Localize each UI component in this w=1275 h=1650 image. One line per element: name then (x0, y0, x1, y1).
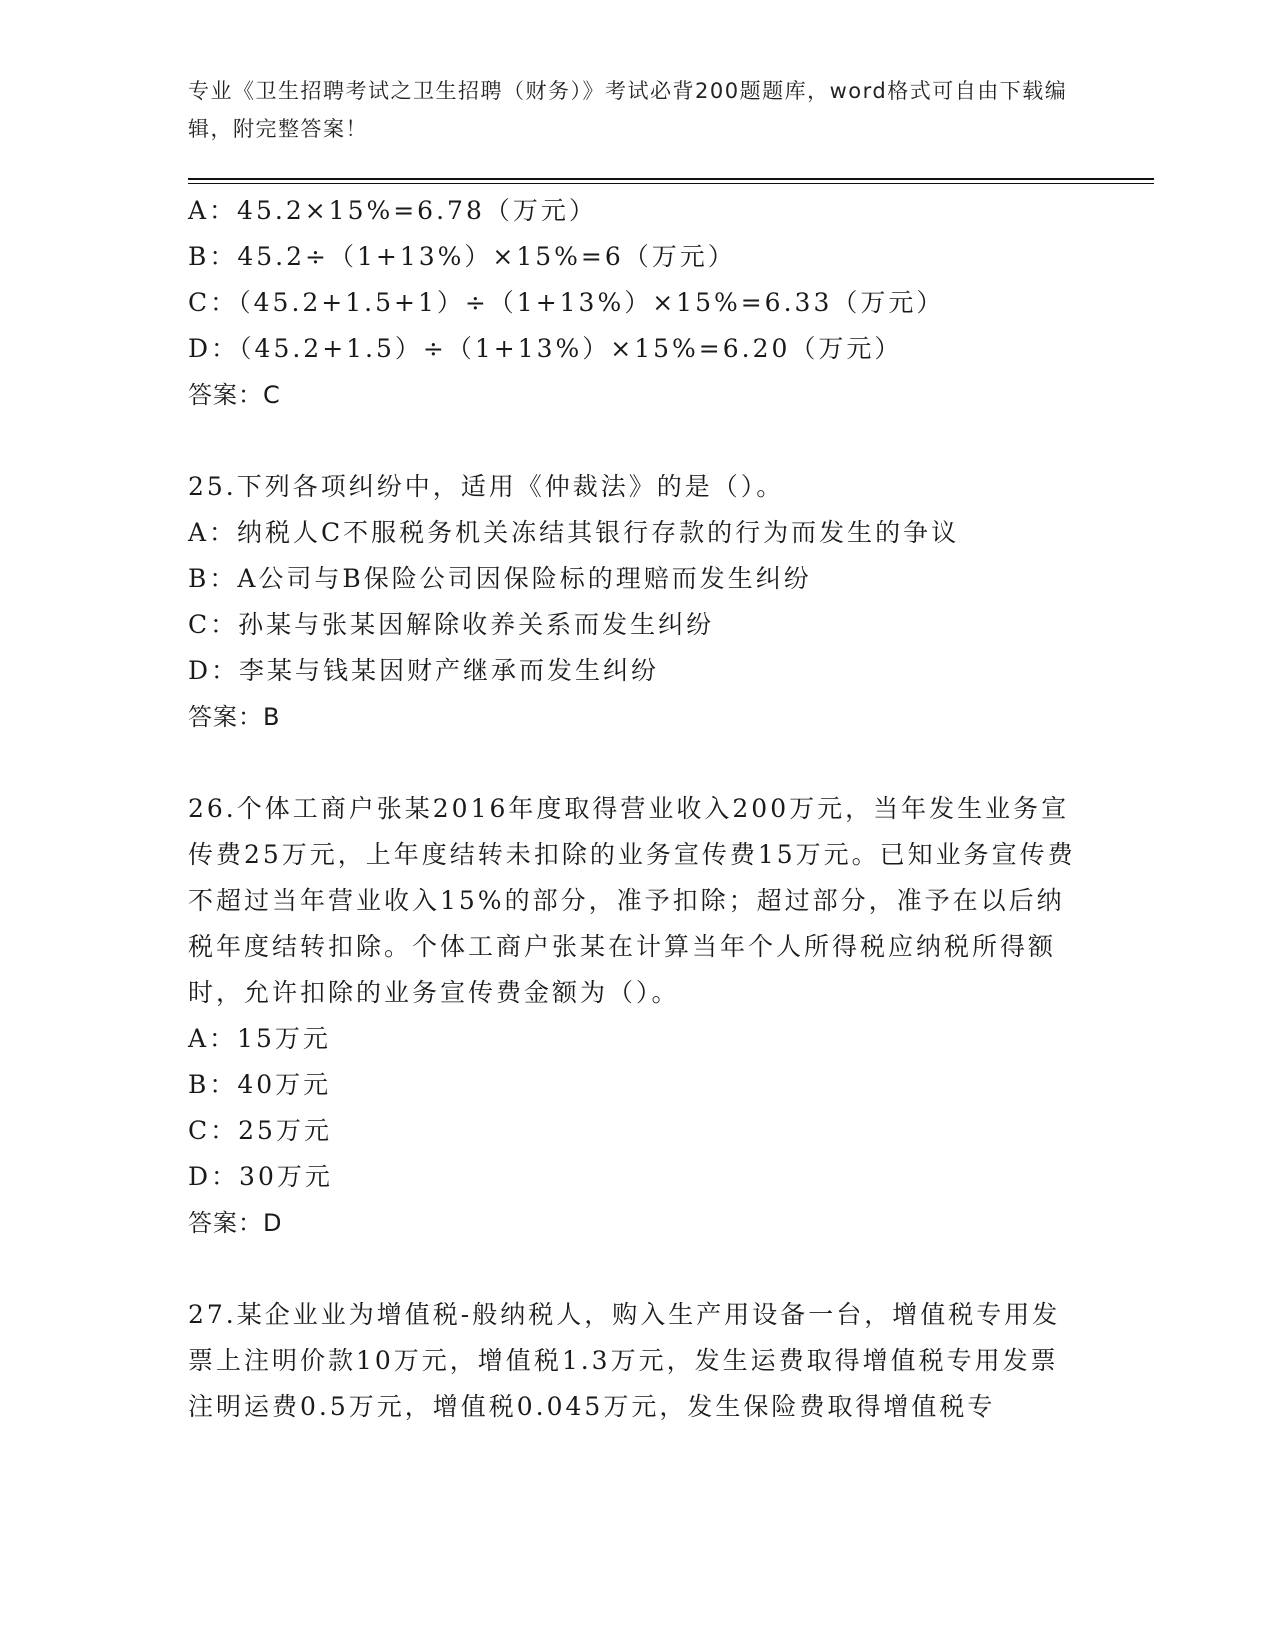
question-text: 27.某企业业为增值税-般纳税人，购入生产用设备一台，增值税专用发票上注明价款10万元，增值税1.3万元，发生运费取得增值税专用发票注明运费0.5万元，增值税0.045万元，发生保险费取得增值税专 (188, 1300, 1061, 1421)
document-body (188, 188, 1088, 1430)
answer: 答案：C (188, 381, 281, 409)
option-b: B：40万元 (188, 1070, 332, 1099)
answer: 答案：B (188, 703, 281, 731)
option-d: D：李某与钱某因财产继承而发生纠纷 (188, 656, 660, 685)
spacer (188, 1246, 1088, 1292)
option-c: C：25万元 (188, 1116, 332, 1145)
question-25 (188, 464, 1088, 740)
option-c: C：孙某与张某因解除收养关系而发生纠纷 (188, 610, 715, 639)
question-text: 26.个体工商户张某2016年度取得营业收入200万元，当年发生业务宣传费25万元，上年度结转未扣除的业务宣传费15万元。已知业务宣传费不超过当年营业收入15%的部分，准予扣除；超过部分，准予在以后纳税年度结转扣除。个体工商户张某在计算当年个人所得税应纳税所得额时，允许扣除的业务宣传费金额为（）。 (188, 794, 1076, 1007)
header-rule-thin (188, 183, 1154, 184)
answer: 答案：D (188, 1209, 283, 1237)
option-d: D：（45.2+1.5）÷（1+13%）×15%=6.20（万元） (188, 334, 903, 363)
option-d: D：30万元 (188, 1162, 333, 1191)
option-b: B：45.2÷（1+13%）×15%=6（万元） (188, 242, 736, 271)
document-header: 专业《卫生招聘考试之卫生招聘（财务）》考试必背200题题库，word格式可自由下载编辑，附完整答案！ (188, 79, 1068, 141)
option-a: A：纳税人C不服税务机关冻结其银行存款的行为而发生的争议 (188, 518, 960, 547)
option-c: C：（45.2+1.5+1）÷（1+13%）×15%=6.33（万元） (188, 288, 945, 317)
question-24 (188, 188, 1088, 418)
option-a: A：15万元 (188, 1024, 331, 1053)
question-27 (188, 1292, 1088, 1430)
header-rule-thick (188, 178, 1154, 180)
spacer (188, 740, 1088, 786)
option-a: A：45.2×15%=6.78（万元） (188, 196, 597, 225)
question-26 (188, 786, 1088, 1246)
spacer (188, 418, 1088, 464)
option-b: B：A公司与B保险公司因保险标的理赔而发生纠纷 (188, 564, 812, 593)
question-text: 25.下列各项纠纷中，适用《仲裁法》的是（）。 (188, 472, 785, 501)
